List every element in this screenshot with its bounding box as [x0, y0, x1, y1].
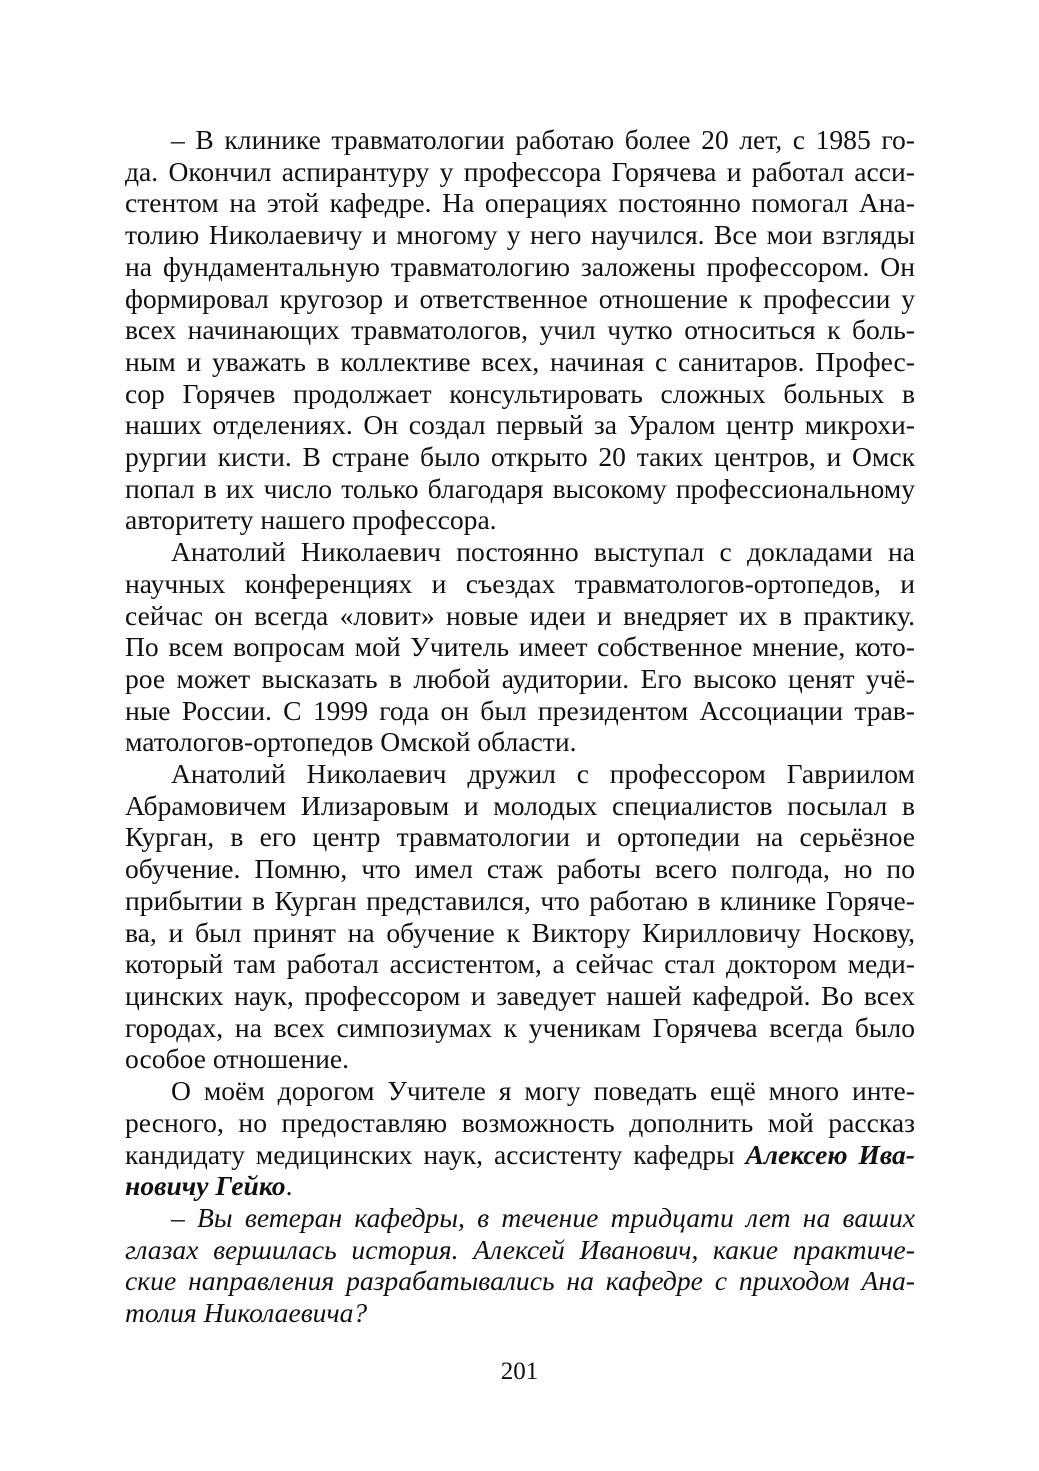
text-line: толия Николаевича? [125, 1297, 368, 1329]
text-line: матологов-ортопедов Омской области. [125, 726, 577, 758]
body-text [125, 124, 915, 1329]
text-line [125, 1170, 915, 1202]
text-plain: . [285, 1170, 293, 1202]
text-line: Анатолий Николаевич дружил с профессором Гавриилом [171, 758, 915, 790]
text-line: рургии кисти. В стране было открыто 20 таких центров, и Омск [125, 441, 915, 473]
paragraph-5-question [125, 1202, 915, 1329]
person-name-emphasis: Алексею Ива- [745, 1138, 915, 1170]
text-line: цинских наук, профессором и заведует нашей кафедрой. Во всех [125, 979, 915, 1011]
text-line: ным и уважать в коллективе всех, начиная с санитаров. Профес- [125, 345, 915, 377]
text-line: ные России. С 1999 года он был президентом Ассоциации трав- [125, 694, 915, 726]
text-line: – Вы ветеран кафедры, в течение тридцати лет на ваших [171, 1201, 915, 1233]
text-line: сор Горячев продолжает консультировать сложных больных в [125, 377, 915, 409]
text-line: сейчас он всегда «ловит» новые идеи и внедряет их в практику. [125, 599, 915, 631]
text-line: всех начинающих травматологов, учил чутко относиться к боль- [125, 314, 915, 346]
text-line: особое отношение. [125, 1043, 350, 1075]
text-line: глазах вершилась история. Алексей Иванович, какие практиче- [125, 1233, 915, 1265]
paragraph-2 [125, 536, 915, 758]
text-line: авторитету нашего профессора. [125, 504, 497, 536]
text-line: Анатолий Николаевич постоянно выступал с докладами на [171, 536, 915, 568]
text-line: попал в их число только благодаря высокому профессиональному [125, 472, 915, 504]
text-line: ресного, но предоставляю возможность дополнить мой рассказ [125, 1106, 915, 1138]
text-line [125, 1139, 915, 1171]
text-line: ва, и был принят на обучение к Виктору Кирилловичу Носкову, [125, 916, 915, 948]
text-line: на фундаментальную травматологию заложены профессором. Он [125, 250, 915, 282]
text-line: который там работал ассистентом, а сейчас стал доктором меди- [125, 948, 915, 980]
page-number: 201 [500, 1358, 539, 1385]
paragraph-3 [125, 758, 915, 1075]
text-line: Абрамовичем Илизаровым и молодых специалистов посылал в [125, 789, 915, 821]
text-line: городах, на всех симпозиумах к ученикам Горячева всегда было [125, 1011, 915, 1043]
text-line: ские направления разрабатывались на кафедре с приходом Ана- [125, 1265, 915, 1297]
text-plain: кандидату медицинских наук, ассистенту кафедры [125, 1138, 746, 1170]
text-line: научных конференциях и съездах травматологов-ортопедов, и [125, 567, 915, 599]
text-line: толию Николаевичу и многому у него научился. Все мои взгляды [125, 219, 915, 251]
text-line: да. Окончил аспирантуру у профессора Горячева и работал асси- [125, 155, 915, 187]
text-line: стентом на этой кафедре. На операциях постоянно помогал Ана- [125, 187, 915, 219]
text-line: Курган, в его центр травматологии и ортопедии на серьёзное [125, 821, 915, 853]
text-line: обучение. Помню, что имел стаж работы всего полгода, но по [125, 853, 915, 885]
paragraph-4 [125, 1075, 915, 1202]
text-line: О моём дорогом Учителе я могу поведать ещё много инте- [171, 1075, 915, 1107]
text-line: рое может высказать в любой аудитории. Его высоко ценят учё- [125, 662, 915, 694]
text-line: наших отделениях. Он создал первый за Уралом центр микрохи- [125, 409, 915, 441]
person-name-emphasis: новичу Гейко [125, 1170, 286, 1202]
text-line: По всем вопросам мой Учитель имеет собственное мнение, кото- [125, 631, 915, 663]
text-line: – В клинике травматологии работаю более 20 лет, с 1985 го- [171, 124, 915, 155]
text-line: формировал кругозор и ответственное отношение к профессии у [125, 282, 915, 314]
paragraph-1 [125, 124, 915, 536]
text-line: прибытии в Курган представился, что работаю в клинике Горяче- [125, 884, 915, 916]
